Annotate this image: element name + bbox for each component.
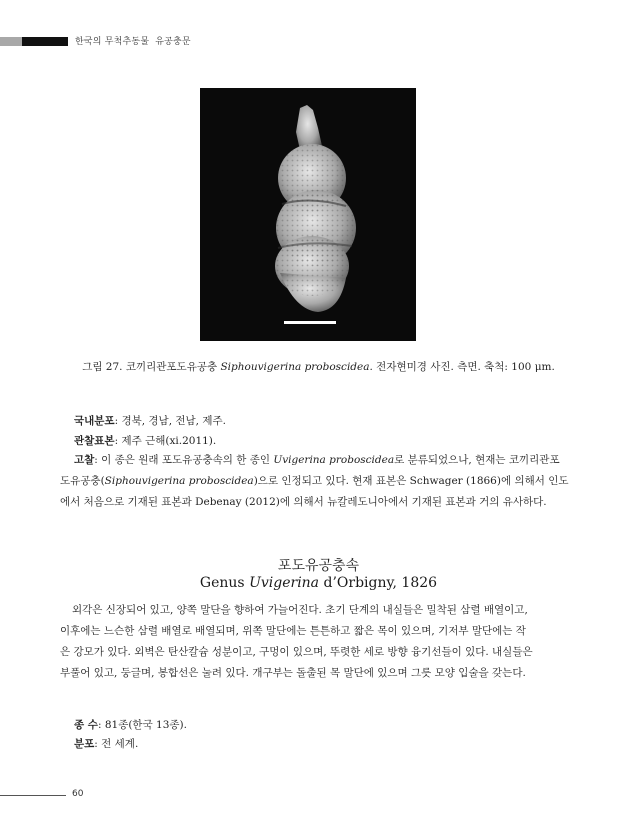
observed-specimen: 관찰표본: 제주 근해(xi.2011). (74, 435, 217, 447)
scale-bar (284, 321, 336, 324)
book-title: 한국의 무척추동물 (75, 37, 150, 47)
genus-description: 외각은 신장되어 있고, 양쪽 말단을 향하여 가늘어진다. 초기 단계의 내실들은 밀착된 삼렬 배열이고, 이후에는 느슨한 삼렬 배열로 배열되며, 위쪽 말단에는 튼튼하고 짧은 목이 있으며, 기저부 말단에는 작 은 강모가 있다. 외벽은 탄산칼슘 성분이고, 구멍이 있으며, 뚜렷한 세로 방향 융기선들이 있다. 내실들은 부풀어 있고, 둥글며, 봉합선은 눌려 있다. 개구부는 돌출된 목 말단에 있으며 그릇 모양 입술을 갖는다. (60, 604, 533, 679)
genus-title-korean: 포도유공충속 (277, 558, 360, 574)
running-header (75, 34, 191, 47)
sem-photograph (200, 88, 416, 341)
foraminifera-specimen-image (200, 88, 416, 341)
page-number: 60 (72, 789, 84, 799)
remarks-paragraph: 고찰: 이 종은 원래 포도유공충속의 한 종인 Uvigerina proboscidea로 분류되었으나, 현재는 코끼리관포 도유공충(Siphouvigerina proboscidea)으로 인정되고 있다. 현재 표본은 Schwager (1866)에 의해서 인도 에서 처음으로 기재된 표본과 Debenay (2012)에 의해서 뉴칼레도니아에서 기재된 표본과 거의 유사하다. (60, 454, 569, 508)
header-gray-bar (0, 37, 22, 46)
figure-caption: 그림 27. 코끼리관포도유공충 Siphouvigerina proboscidea. 전자현미경 사진. 측면. 축척: 100 μm. (82, 361, 555, 373)
domestic-distribution: 국내분포: 경북, 경남, 전남, 제주. (74, 415, 226, 427)
section-title: 유공충문 (155, 37, 191, 47)
footer-rule (0, 795, 66, 796)
species-count: 종 수: 81종(한국 13종). (74, 719, 187, 731)
caption-species-name: Siphouvigerina proboscidea (220, 361, 370, 373)
header-black-bar (22, 37, 68, 46)
genus-title-latin: Genus Uvigerina d’Orbigny, 1826 (199, 575, 438, 591)
genus-distribution: 분포: 전 세계. (74, 738, 139, 750)
